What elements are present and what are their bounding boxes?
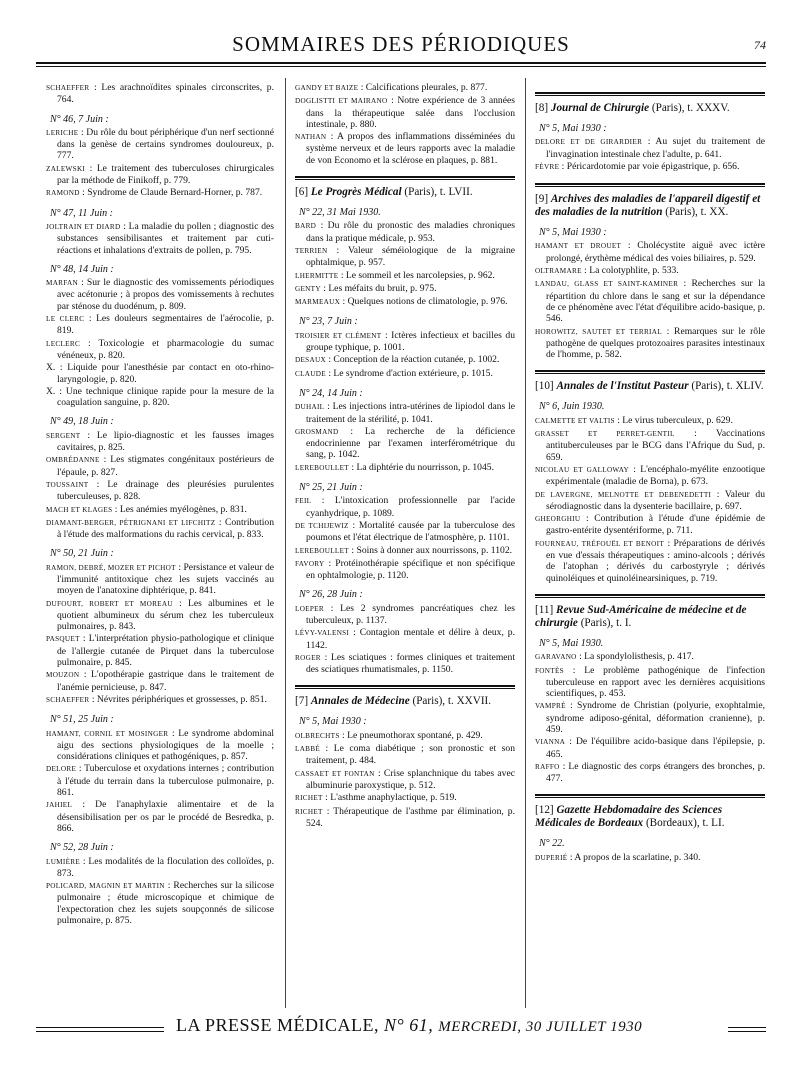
article-title: : Conception de la réaction cutanée, p. 1002.	[325, 354, 500, 366]
article-title: : L'intoxication professionnelle par l'acide cyanhydrique, p. 1089.	[306, 495, 515, 519]
page-header	[36, 30, 766, 66]
article-title: : Tuberculose et oxydations internes ; contribution à l'étude du terrain dans la tuberculose pulmonaire, p. 861.	[57, 763, 274, 799]
article-title: : Les 2 syndromes pancréatiques chez les tuberculeux, p. 1137.	[306, 602, 515, 626]
issue-date: N° 6, Juin 1930.	[539, 401, 605, 413]
article-entry	[46, 562, 274, 597]
article-title: : Le syndrome abdominal aigu des sections physiologiques de la moelle ; considérations cliniques et pathogéniques, p. 857.	[57, 727, 275, 763]
article-entry	[535, 761, 765, 785]
article-title: : Crise splanchnique du tabes avec albuminurie paroxystique, p. 512.	[306, 767, 515, 791]
article-author: PASQUET	[46, 635, 80, 644]
article-title: : Sur le diagnostic des vomissements périodiques avec acétonurie ; à propos des vomissements à rechutes par sténose du duodénum, p. 809.	[57, 277, 274, 312]
article-author: FONTÈS	[535, 666, 564, 675]
article-title: : Les douleurs segmentaires de l'aérocolie, p. 819.	[57, 313, 274, 337]
article-author: RAMOND	[46, 189, 80, 198]
article-title: : Protéinothérapie spécifique et non spécifique en ophtalmologie, p. 1120.	[306, 557, 515, 582]
article-entry	[46, 430, 274, 454]
article-entry	[535, 136, 765, 160]
article-author: CLAUDE	[295, 369, 326, 378]
article-entry	[46, 82, 274, 106]
article-author: GROSMAND	[295, 427, 339, 436]
article-entry	[535, 538, 765, 584]
article-title: : Toxicologie et pharmacologie du sumac vénéneux, p. 820.	[57, 337, 274, 361]
article-author: CASSAET ET FONTAN	[295, 769, 375, 778]
article-entry	[535, 161, 765, 173]
article-author: FÈVRE	[535, 162, 560, 171]
issue-date: N° 51, 25 Juin :	[50, 714, 114, 726]
article-entry	[46, 221, 274, 256]
issue-date: N° 47, 11 Juin :	[50, 207, 113, 219]
article-title: : Les anémies myélogènes, p. 831.	[112, 503, 247, 515]
article-author: BARD	[295, 222, 317, 231]
article-title: : Les méfaits du bruit, p. 975.	[320, 282, 437, 294]
article-title: : Calcifications pleurales, p. 877.	[358, 82, 488, 93]
journal-place: (Paris),	[404, 186, 437, 199]
article-author: VIANNA	[535, 738, 566, 747]
article-author: FEIL	[295, 497, 312, 506]
article-entry	[295, 652, 515, 676]
article-title: : Contagion mentale et délire à deux, p. 1142.	[306, 627, 515, 651]
footer-journal: LA PRESSE MÉDICALE,	[176, 1015, 380, 1035]
article-title: : Mortalité causée par la tuberculose des poumons et l'état électrique de l'atmosphère, p. 1101.	[306, 519, 515, 544]
issue-date: N° 48, 14 Juin :	[50, 263, 114, 275]
article-author: DUHAIL	[295, 403, 325, 412]
journal-number: [11]	[535, 603, 554, 616]
article-author: JAHIEL	[46, 801, 73, 810]
page-title: SOMMAIRES DES PÉRIODIQUES	[232, 32, 570, 56]
article-title: : Vaccinations antituberculeuses par le BCG dans l'Afrique du Sud, p. 659.	[546, 428, 766, 463]
article-title: : L'asthme anaphylactique, p. 519.	[322, 792, 457, 804]
article-title: : Syndrome de Claude Bernard-Horner, p. 787.	[79, 187, 263, 199]
journal-name: Le Progrès Médical	[310, 186, 402, 199]
article-entry	[535, 700, 765, 735]
article-entry	[46, 454, 274, 478]
article-author: VAMPRÉ	[535, 702, 566, 711]
issue-date: N° 46, 7 Juin :	[50, 113, 109, 125]
footer-date: MERCREDI, 30 JUILLET 1930	[438, 1019, 643, 1035]
journal-place: (Paris),	[691, 380, 724, 393]
article-author: LEREBOULLET	[295, 463, 350, 472]
article-entry	[295, 768, 515, 792]
footer-issue: N° 61,	[384, 1015, 434, 1035]
journal-name: Journal de Chirurgie	[550, 102, 650, 114]
article-author: RAFFO	[535, 762, 560, 771]
article-entry	[46, 799, 274, 834]
article-entry	[46, 880, 274, 926]
journal-heading	[535, 193, 765, 219]
article-entry	[535, 665, 765, 700]
article-author: MARFAN	[46, 279, 79, 288]
journal-volume: t. I.	[616, 616, 632, 629]
article-entry	[535, 489, 765, 513]
article-entry	[295, 368, 515, 380]
article-title: : Préparations de dérivés en vue d'essais thérapeutiques : amino-alcools ; dérivés de l'atophan ; dérivés du carbostyryle ; dérivés quinoléiques et quinoléinearsiniques, p. 719.	[546, 537, 765, 584]
journal-volume: t. LI.	[702, 817, 725, 830]
article-title: : Persistance et valeur de l'immunité antitoxique chez les sujets vaccinés au moyen de l'anatoxine diphtérique, p. 841.	[57, 561, 274, 597]
article-entry	[535, 265, 765, 277]
article-author: GRASSET ET PERRET-GENTIL	[535, 430, 675, 439]
article-author: DESAUX	[295, 356, 326, 365]
article-title: : Syndrome de Christian (polyurie, exophtalmie, syndrome adiposo-génital, déformation cranienne), p. 459.	[546, 700, 765, 735]
article-title: : L'encéphalo-myélite enzootique expérimentale (maladie de Borna), p. 673.	[546, 463, 765, 488]
article-title: : Le coma diabétique ; son pronostic et son traitement, p. 484.	[306, 743, 515, 767]
article-author: MOUZON	[46, 671, 80, 680]
article-title: : De l'anaphylaxie alimentaire et de la désensibilisation per os par le procédé de Besredka, p. 866.	[57, 799, 274, 834]
article-author: LABBÉ	[295, 745, 321, 754]
journal-name: Gazette Hebdomadaire des Sciences Médicales de Bordeaux	[535, 804, 723, 830]
article-author: DOGLISTTI ET MAIRANO	[295, 97, 388, 106]
article-title: : L'opothérapie gastrique dans le traitement de l'anémie pernicieuse, p. 847.	[57, 669, 274, 693]
article-title: : Thérapeutique de l'asthme par élimination, p. 524.	[306, 805, 515, 829]
article-author: TERRIEN	[295, 246, 328, 255]
journal-number: [12]	[535, 804, 554, 817]
article-title: : L'interprétation physio-pathologique et clinique de l'allergie cutanée de Pirquet dans la tuberculose pulmonaire, p. 845.	[57, 633, 274, 669]
article-title: : Le virus tuberculeux, p. 629.	[614, 414, 733, 426]
article-entry	[295, 296, 515, 308]
page-number: 74	[754, 38, 766, 52]
article-entry	[46, 669, 274, 693]
article-title: : Le syndrome d'action extérieure, p. 1015.	[325, 367, 493, 379]
journal-number: [6]	[295, 186, 309, 199]
article-title: : La maladie du pollen ; diagnostic des substances sensibilisantes et traitement par cuti-réactions et inhalations d'extraits de pollen, p. 795.	[57, 220, 274, 256]
article-entry	[535, 513, 765, 537]
journal-volume: t. XLIV.	[726, 380, 764, 393]
article-entry	[295, 354, 515, 366]
article-author: NATHAN	[295, 133, 327, 142]
journal-rule	[295, 176, 515, 180]
article-entry	[295, 82, 515, 94]
journal-number: [10]	[535, 380, 554, 393]
article-entry	[295, 627, 515, 651]
article-author: GENTY	[295, 284, 321, 293]
article-title: : Les modalités de la floculation des colloïdes, p. 873.	[57, 855, 274, 879]
article-title: : Contribution à l'étude des malformations du rachis cervical, p. 833.	[57, 516, 275, 541]
article-author: RICHET	[295, 807, 323, 816]
article-author: SERGENT	[46, 431, 81, 440]
article-title: : De l'équilibre acido-basique dans l'épilepsie, p. 465.	[546, 736, 765, 760]
article-entry	[535, 326, 765, 361]
article-entry	[295, 426, 515, 461]
article-title: : Le pneumothorax spontané, p. 429.	[339, 729, 483, 741]
article-author: LHERMITTE	[295, 271, 339, 280]
article-entry	[295, 603, 515, 627]
article-entry	[295, 283, 515, 295]
article-title: : Valeur séméiologique de la migraine ophtalmique, p. 957.	[306, 244, 515, 269]
article-title: : Le diagnostic des corps étrangers des bronches, p. 477.	[546, 760, 765, 785]
article-author: FAVORY	[295, 559, 325, 568]
article-author: LUMIÈRE	[46, 857, 81, 866]
article-author: LÉVY-VALENSI	[295, 629, 350, 638]
article-author: DELORE	[46, 765, 77, 774]
article-entry	[46, 598, 274, 633]
article-entry	[535, 736, 765, 760]
journal-rule	[535, 92, 765, 96]
article-title: : Valeur du sérodiagnostic dans la dysenterie bacillaire, p. 697.	[546, 488, 765, 512]
article-entry	[295, 245, 515, 269]
journal-rule	[535, 594, 765, 598]
article-title: : Soins à donner aux nourrissons, p. 1102.	[349, 544, 513, 556]
journal-heading	[295, 186, 515, 199]
journal-heading	[535, 380, 765, 393]
journal-number: [9]	[535, 193, 549, 206]
article-entry	[295, 792, 515, 804]
article-title: : A propos des inflammations disséminées du système nerveux et de leurs rapports avec la maladie de von Economo et la sclérose en plaques, p. 881.	[306, 131, 515, 166]
article-author: LECLERC	[46, 339, 81, 348]
article-entry	[46, 386, 274, 409]
article-entry	[46, 338, 274, 362]
article-author: DUFOURT, ROBERT ET MOREAU	[46, 599, 173, 608]
page-footer	[36, 1015, 766, 1045]
journal-heading	[295, 695, 515, 708]
article-entry	[295, 806, 515, 830]
article-title: : La diphtérie du nourrisson, p. 1045.	[349, 461, 494, 473]
article-entry	[46, 694, 274, 706]
footer-rule-right	[728, 1027, 766, 1032]
article-entry	[295, 270, 515, 282]
article-entry	[46, 728, 274, 763]
journal-name: Annales de Médecine	[310, 695, 410, 708]
article-entry	[46, 479, 274, 503]
article-entry	[295, 558, 515, 582]
article-title: : La spondylolisthesis, p. 417.	[576, 651, 694, 663]
article-entry	[295, 330, 515, 354]
article-author: SCHAEFFER	[46, 84, 90, 92]
issue-date: N° 52, 28 Juin :	[50, 842, 114, 854]
article-author: OLTRAMARE	[535, 267, 582, 276]
article-author: FOURNEAU, TRÉFOUËL ET BENOIT	[535, 539, 665, 548]
journal-place: (Bordeaux),	[645, 817, 700, 830]
journal-number: [8]	[535, 102, 549, 114]
issue-date: N° 5, Mai 1930 :	[539, 227, 607, 239]
article-author: LERICHE	[46, 128, 79, 137]
header-rule	[36, 62, 766, 67]
journal-volume: t. XX.	[700, 206, 729, 219]
article-title: : Quelques notions de climatologie, p. 976.	[340, 296, 508, 308]
article-author: ROGER	[295, 653, 321, 662]
article-entry	[295, 462, 515, 474]
article-author: NICOLAU ET GALLOWAY	[535, 465, 630, 474]
article-author: MARMEAUX	[295, 298, 341, 307]
article-entry	[46, 277, 274, 312]
issue-date: N° 49, 18 Juin :	[50, 416, 114, 428]
footer-text	[176, 1015, 642, 1036]
article-entry	[535, 651, 765, 663]
issue-date: N° 5, Mai 1930 :	[299, 716, 367, 728]
article-title: : Du rôle du pronostic des maladies chroniques dans la pratique médicale, p. 953.	[306, 220, 515, 244]
article-entry	[295, 131, 515, 166]
article-entry	[46, 517, 274, 541]
article-author: OMBRÉDANNE	[46, 456, 100, 465]
article-entry	[295, 730, 515, 742]
article-title: : Le traitement des tuberculoses chirurgicales par la méthode de Finikoff, p. 779.	[57, 162, 274, 187]
article-title: : Cholécystite aiguë avec ictère prolongé, érythème médical des voies biliaires, p. 529.	[546, 240, 766, 264]
article-author: POLICARD, MAGNIN ET MARTIN	[46, 882, 165, 891]
article-title: : Du rôle du bout périphérique d'un nerf sectionné dans la genèse de certains syndromes douloureux, p. 777.	[57, 126, 274, 162]
article-title: : A propos de la scarlatine, p. 340.	[567, 851, 701, 863]
article-author: OLBRECHTS	[295, 731, 340, 740]
article-entry	[535, 852, 765, 864]
article-author: LE CLERC	[46, 315, 85, 324]
article-author: DIAMANT-BERGER, PÉTRIGNANI ET LIFCHITZ	[46, 518, 216, 527]
article-author: CALMETTE ET VALTIS	[535, 416, 615, 425]
article-entry	[46, 856, 274, 880]
issue-date: N° 5, Mai 1930 :	[539, 123, 607, 134]
column-3	[535, 82, 765, 865]
article-title: : Les albumines et le quotient albumineux du sérum chez les tuberculeux pulmonaires, p. 843.	[57, 597, 274, 633]
article-entry	[295, 220, 515, 244]
article-author: GANDY ET BAIZE	[295, 84, 359, 92]
article-entry	[535, 240, 765, 264]
article-entry	[535, 278, 765, 324]
article-entry	[46, 633, 274, 668]
footer-rule-left	[36, 1027, 164, 1032]
article-title: : Le sommeil et les narcolepsies, p. 962.	[338, 269, 495, 281]
article-entry	[46, 763, 274, 798]
article-author: HOROWITZ, SAUTET ET TERRIAL	[535, 327, 662, 336]
journal-heading	[535, 604, 765, 630]
issue-date: N° 22.	[539, 838, 565, 850]
article-author: RAMON, DEBRÉ, MOZER ET PICHOT	[46, 563, 176, 572]
journal-place: (Paris),	[580, 616, 614, 629]
article-author: TROISIER ET CLÉMENT	[295, 331, 382, 340]
article-title: : Névrites périphériques et grossesses, p. 851.	[89, 693, 267, 705]
article-title: : Au sujet du traitement de l'invagination intestinale chez l'adulte, p. 641.	[546, 136, 765, 160]
article-author: HAMANT ET DROUET	[535, 242, 622, 251]
article-author: DE LAVERGNE, MELNOTTE ET DEBENEDETTI	[535, 490, 712, 499]
journal-name: Revue Sud-Américaine de médecine et de chirurgie	[535, 603, 747, 629]
article-author: LANDAU, GLASS ET SAINT-KAMINER	[535, 280, 679, 289]
journal-name: Archives des maladies de l'appareil digestif et des maladies de la nutrition	[535, 193, 761, 219]
article-author: DUPERIÉ	[535, 853, 568, 862]
journal-rule	[535, 183, 765, 187]
issue-date: N° 50, 21 Juin :	[50, 548, 114, 560]
issue-date: N° 22, 31 Mai 1930.	[299, 207, 381, 219]
journal-volume: t. XXVII.	[447, 695, 492, 708]
article-author: JOLTRAIN ET DIARD	[46, 222, 121, 231]
article-title: : La colotyphlite, p. 533.	[581, 265, 679, 277]
issue-date: N° 25, 21 Juin :	[299, 482, 363, 494]
article-title: : Le drainage des pleurésies purulentes tuberculeuses, p. 828.	[57, 478, 274, 503]
article-author: ZALEWSKI	[46, 164, 86, 173]
article-title: : Ictères infectieux et bacilles du groupe typhique, p. 1001.	[306, 329, 515, 354]
journal-place: (Paris),	[651, 102, 685, 114]
issue-date: N° 5, Mai 1930.	[539, 637, 604, 649]
journal-rule	[535, 794, 765, 798]
issue-date: N° 26, 28 Juin :	[299, 589, 363, 601]
article-title: : La recherche de la déficience endocrinienne par l'examen interférométrique du sang, p. 1042.	[306, 425, 515, 461]
article-title: : Contribution à l'étude d'une épidémie de gastro-entérite dysentériforme, p. 711.	[546, 513, 765, 537]
article-entry	[46, 313, 274, 337]
journal-place: (Paris),	[412, 695, 446, 708]
article-title: X. : Liquide pour l'anesthésie par contact en oto-rhino-laryngologie, p. 820.	[46, 362, 274, 385]
article-entry	[295, 545, 515, 557]
article-entry	[535, 428, 765, 463]
journal-heading	[535, 804, 765, 830]
article-author: SCHAEFFER	[46, 695, 90, 704]
article-entry	[46, 362, 274, 385]
column-2	[295, 82, 515, 830]
article-title: : Le problème pathogénique de l'infection tuberculeuse en rapport avec les dernières acquisitions scientifiques, p. 453.	[546, 664, 765, 700]
article-title: : Le lipio-diagnostic et les fausses images cavitaires, p. 825.	[57, 429, 274, 454]
article-author: DE TCHIJEWIZ	[295, 521, 349, 530]
article-title: : Les stigmates congénitaux postérieurs de l'épaule, p. 827.	[57, 454, 274, 478]
article-entry	[295, 495, 515, 519]
article-entry	[46, 504, 274, 516]
article-author: GHEORGHIU	[535, 515, 581, 524]
article-author: HAMANT, CORNIL ET MOSINGER	[46, 729, 169, 738]
article-title: : Péricardotomie par voie épigastrique, p. 656.	[559, 160, 740, 172]
column-divider	[285, 78, 286, 1008]
journal-heading	[535, 102, 765, 115]
article-author: DELORE ET DE GIRARDIER	[535, 138, 643, 147]
article-author: MACH ET KLAGES	[46, 505, 113, 514]
article-title: : Recherches sur la répartition du chlore dans le sang et sur la dépendance de ce phénomène avec l'état d'équilibre acido-basique, p. 546.	[546, 278, 765, 325]
journal-rule	[535, 370, 765, 374]
journal-volume: t. XXXV.	[687, 102, 730, 114]
article-author: RICHET	[295, 794, 323, 803]
article-author: LEREBOULLET	[295, 546, 350, 555]
article-title: : Recherches sur la silicose pulmonaire ; étude microscopique et chimique de l'expectoration chez les sujets soupçonnés de silicose pulmonaire, p. 875.	[57, 880, 275, 926]
column-divider	[525, 78, 526, 1008]
article-title: : Les arachnoïdites spinales circonscrites, p. 764.	[57, 82, 274, 106]
article-author: LOEPER	[295, 604, 324, 613]
article-title: : Remarques sur le rôle pathogène de quelques protozoaires parasites intestinaux de l'homme, p. 582.	[546, 325, 765, 361]
journal-number: [7]	[295, 695, 309, 708]
issue-date: N° 23, 7 Juin :	[299, 316, 358, 328]
issue-date: N° 24, 14 Juin :	[299, 387, 363, 399]
article-entry	[46, 163, 274, 187]
column-1	[46, 82, 274, 927]
article-entry	[295, 95, 515, 130]
article-title: : Les sciatiques : formes cliniques et traitement des sciatiques rhumatismales, p. 1150.	[306, 651, 515, 676]
article-title: : Les injections intra-utérines de lipiodol dans le traitement de la stérilité, p. 1041.	[306, 401, 515, 425]
article-entry	[46, 127, 274, 162]
article-entry	[295, 401, 515, 425]
article-entry	[295, 743, 515, 767]
article-entry	[535, 464, 765, 488]
article-title: : Notre expérience de 3 années dans la thérapeutique salée dans l'occlusion intestinale, p. 880.	[306, 95, 515, 130]
article-author: TOUSSAINT	[46, 480, 89, 489]
journal-volume: t. LVII.	[439, 186, 473, 199]
article-author: GARAVANO	[535, 653, 577, 662]
journal-name: Annales de l'Institut Pasteur	[556, 380, 689, 393]
journal-rule	[295, 685, 515, 689]
article-entry	[295, 520, 515, 544]
article-entry	[46, 187, 274, 199]
article-entry	[535, 415, 765, 427]
article-title: X. : Une technique clinique rapide pour la mesure de la coagulation sanguine, p. 820.	[46, 385, 274, 409]
journal-place: (Paris),	[665, 206, 698, 219]
